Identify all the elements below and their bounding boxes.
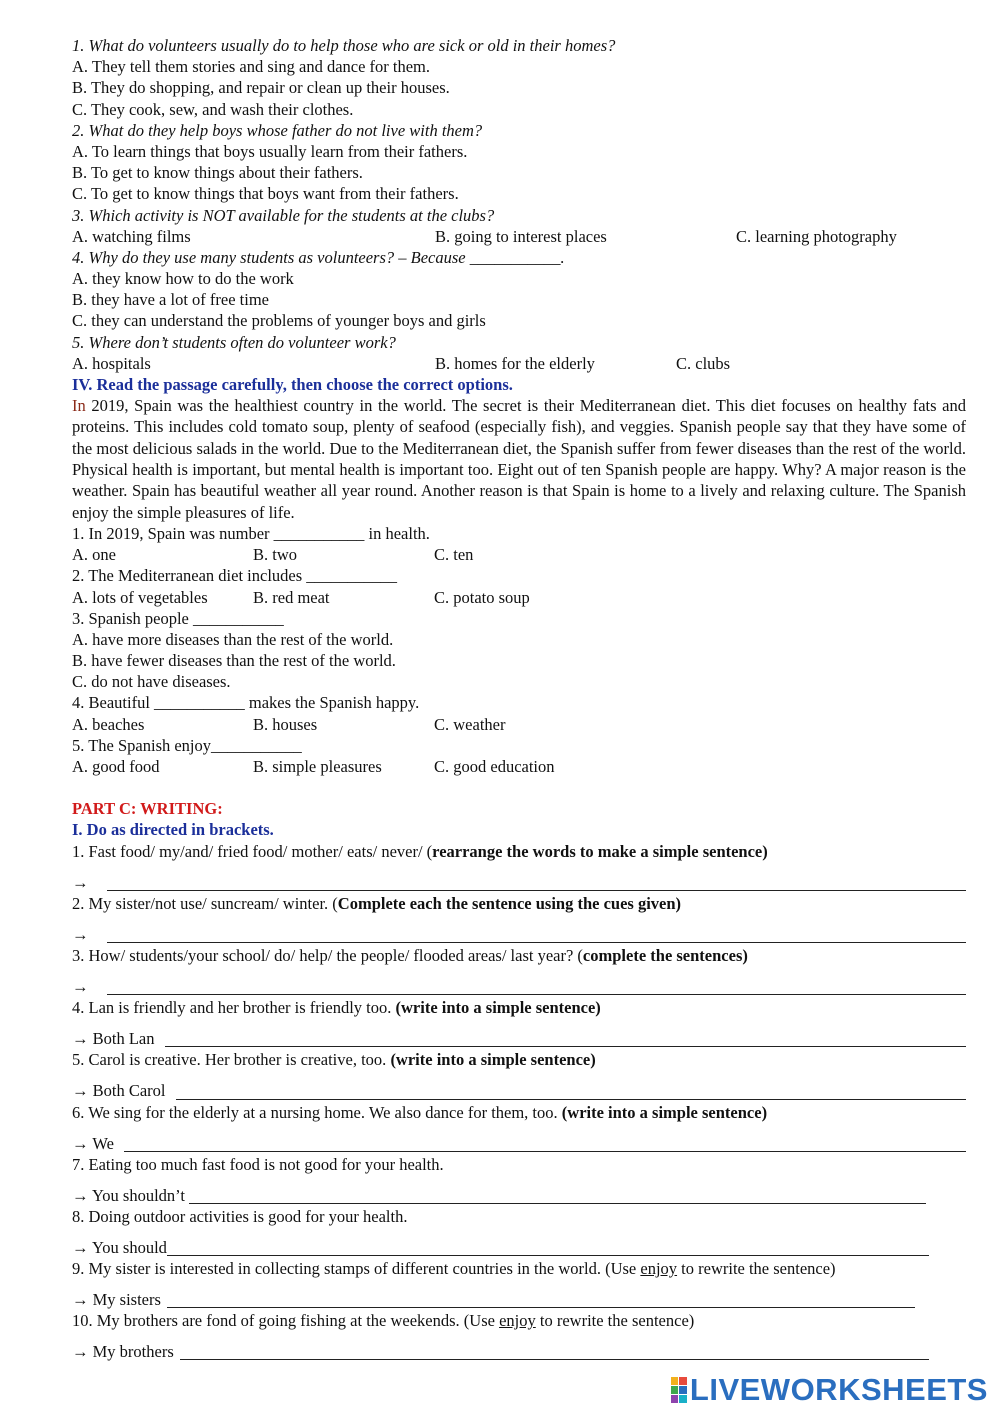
answer-line[interactable] — [72, 1123, 966, 1154]
answer-option[interactable]: C. do not have diseases. — [72, 672, 231, 692]
question-text: 3. How/ students/your school/ do/ help/ the people/ flooded areas/ last year? ( — [72, 945, 583, 965]
options-row — [72, 226, 966, 247]
answer-option[interactable]: C. clubs — [676, 353, 731, 373]
question-text: 7. Eating too much fast food is not good for your health. — [72, 1154, 444, 1174]
answer-blank[interactable] — [107, 927, 967, 943]
answer-option[interactable]: C. They cook, sew, and wash their clothes. — [72, 99, 354, 119]
question-text: 1. Fast food/ my/and/ fried food/ mother/ eats/ never/ ( — [72, 841, 433, 861]
answer-option[interactable]: A. hospitals — [72, 353, 151, 373]
writing-question — [72, 1310, 966, 1331]
answer-option[interactable]: C. they can understand the problems of younger boys and girls — [72, 311, 486, 331]
answer-option[interactable]: A. watching films — [72, 226, 191, 246]
answer-blank[interactable] — [189, 1188, 926, 1204]
question-text: 9. My sister is interested in collecting stamps of different countries in the world. (Use — [72, 1259, 641, 1279]
logo-icon — [671, 1377, 687, 1403]
writing-question — [72, 841, 966, 862]
question-text: 3. Which activity is NOT available for the students at the clubs? — [72, 205, 495, 225]
options-row — [72, 587, 966, 608]
arrow-prompt: → My sisters — [72, 1290, 161, 1310]
answer-blank[interactable] — [180, 1344, 929, 1360]
answer-option[interactable]: B. homes for the elderly — [435, 353, 595, 373]
arrow-prompt: → Both Lan — [72, 1029, 155, 1049]
question-text: 2. What do they help boys whose father do not live with them? — [72, 120, 483, 140]
passage-first-word: In — [72, 396, 86, 416]
section-heading: I. Do as directed in brackets. — [72, 820, 274, 840]
logo-text: LIVEWORKSHEETS — [689, 1372, 988, 1407]
arrow-prompt: → — [72, 872, 89, 892]
answer-line[interactable] — [72, 914, 966, 945]
arrow-prompt: → We — [72, 1133, 114, 1153]
answer-option[interactable]: C. potato soup — [434, 587, 530, 607]
answer-blank[interactable] — [107, 979, 967, 995]
section-heading: IV. Read the passage carefully, then choose the correct options. — [72, 375, 513, 394]
arrow-prompt: → My brothers — [72, 1342, 174, 1362]
keyword: enjoy — [640, 1259, 678, 1279]
writing-question — [72, 893, 966, 914]
answer-line[interactable] — [72, 1331, 929, 1362]
answer-option[interactable]: B. They do shopping, and repair or clean up their houses. — [72, 78, 450, 98]
writing-question — [72, 1049, 966, 1070]
arrow-prompt: → You shouldn’t — [72, 1185, 185, 1205]
answer-line[interactable] — [72, 1227, 929, 1258]
answer-option[interactable]: B. red meat — [253, 587, 330, 607]
keyword: enjoy — [499, 1311, 536, 1331]
options-row — [72, 756, 966, 777]
answer-blank[interactable] — [107, 875, 967, 891]
answer-option[interactable]: B. simple pleasures — [253, 757, 382, 777]
answer-option[interactable]: C. learning photography — [736, 226, 897, 246]
answer-option[interactable]: A. To learn things that boys usually learn from their fathers. — [72, 141, 468, 161]
answer-option[interactable]: C. ten — [434, 545, 474, 565]
options-row — [72, 544, 966, 565]
answer-line[interactable] — [72, 1071, 966, 1102]
question-instruction: (write into a simple sentence) — [395, 998, 601, 1018]
answer-option[interactable]: C. To get to know things that boys want from their fathers. — [72, 184, 459, 204]
answer-option[interactable]: B. two — [253, 545, 298, 565]
answer-blank[interactable] — [167, 1240, 929, 1256]
reading-passage — [72, 395, 966, 523]
answer-blank[interactable] — [124, 1136, 966, 1152]
worksheet-page — [72, 35, 966, 1362]
question-text: 1. In 2019, Spain was number ___________ in health. — [72, 523, 430, 543]
question-instruction: complete the sentences) — [582, 945, 748, 965]
liveworksheets-logo — [671, 1372, 988, 1408]
question-instruction: (write into a simple sentence) — [390, 1050, 596, 1070]
passage-body: 2019, Spain was the healthiest country in the world. The secret is their Mediterranean diet. This diet focuses on healthy fats and proteins. This includes cold tomato soup, plenty of seafood (especially fish), and veggies. Spanish people say that they have some of the most delicious salads in the world. Due to the Mediterranean diet, the Spanish suffer from fewer diseases than the rest of the world. Physical health is important, but mental health is important too. Eight out of ten Spanish people are happy. Why? A major reason is the weather. Spain has beautiful weather all year round. Another reason is that Spain is home to a lively and relaxing culture. The Spanish enjoy the simple pleasures of life. — [72, 396, 966, 522]
options-row — [72, 353, 966, 374]
answer-option[interactable]: C. good education — [434, 757, 555, 777]
answer-blank[interactable] — [167, 1292, 915, 1308]
writing-question — [72, 945, 966, 966]
writing-question — [72, 1154, 966, 1175]
question-instruction: Complete each the sentence using the cues given) — [337, 893, 682, 913]
answer-blank[interactable] — [176, 1084, 967, 1100]
writing-question — [72, 1102, 966, 1123]
writing-question — [72, 997, 966, 1018]
question-text: 4. Beautiful ___________ makes the Spanish happy. — [72, 693, 420, 713]
answer-option[interactable]: A. they know how to do the work — [72, 269, 294, 289]
question-text: 5. Where don’t students often do volunteer work? — [72, 332, 396, 352]
answer-option[interactable]: A. beaches — [72, 714, 145, 734]
question-text: 3. Spanish people ___________ — [72, 608, 284, 628]
answer-option[interactable]: B. To get to know things about their fathers. — [72, 163, 363, 183]
options-row — [72, 714, 966, 735]
answer-line[interactable] — [72, 1018, 966, 1049]
answer-option[interactable]: A. one — [72, 545, 116, 565]
question-instruction: (write into a simple sentence) — [561, 1102, 768, 1122]
answer-line[interactable] — [72, 966, 966, 997]
answer-option[interactable]: B. going to interest places — [435, 226, 607, 246]
question-text: 10. My brothers are fond of going fishing at the weekends. (Use — [72, 1311, 500, 1331]
question-text: 4. Why do they use many students as volunteers? – Because ___________. — [72, 247, 565, 267]
arrow-prompt: → — [72, 924, 89, 944]
writing-question — [72, 1206, 966, 1227]
question-text: 8. Doing outdoor activities is good for your health. — [72, 1206, 408, 1226]
answer-option[interactable]: B. houses — [253, 714, 318, 734]
answer-option[interactable]: A. good food — [72, 757, 160, 777]
answer-option[interactable]: A. lots of vegetables — [72, 587, 208, 607]
question-text: to rewrite the sentence) — [535, 1311, 695, 1331]
question-text: 6. We sing for the elderly at a nursing home. We also dance for them, too. — [72, 1102, 562, 1122]
arrow-prompt: → You should — [72, 1237, 167, 1257]
answer-option[interactable]: C. weather — [434, 714, 506, 734]
question-text: 4. Lan is friendly and her brother is friendly too. — [72, 998, 396, 1018]
writing-question — [72, 1258, 966, 1279]
answer-line[interactable] — [72, 1279, 915, 1310]
answer-line[interactable] — [72, 1175, 926, 1206]
answer-option[interactable]: B. they have a lot of free time — [72, 290, 270, 310]
question-text: 5. The Spanish enjoy___________ — [72, 735, 302, 755]
question-text: 1. What do volunteers usually do to help those who are sick or old in their homes? — [72, 36, 616, 55]
answer-blank[interactable] — [165, 1031, 967, 1047]
question-text: to rewrite the sentence) — [677, 1259, 836, 1279]
arrow-prompt: → — [72, 976, 89, 996]
question-text: 5. Carol is creative. Her brother is creative, too. — [72, 1050, 391, 1070]
answer-option[interactable]: B. have fewer diseases than the rest of the world. — [72, 651, 396, 671]
arrow-prompt: → Both Carol — [72, 1081, 166, 1101]
question-instruction: rearrange the words to make a simple sentence) — [432, 841, 768, 861]
answer-line[interactable] — [72, 862, 966, 893]
question-text: 2. The Mediterranean diet includes ___________ — [72, 566, 398, 586]
answer-option[interactable]: A. They tell them stories and sing and dance for them. — [72, 57, 431, 77]
answer-option[interactable]: A. have more diseases than the rest of the world. — [72, 629, 394, 649]
part-title: PART C: WRITING: — [72, 799, 223, 819]
question-text: 2. My sister/not use/ suncream/ winter. ( — [72, 893, 338, 913]
